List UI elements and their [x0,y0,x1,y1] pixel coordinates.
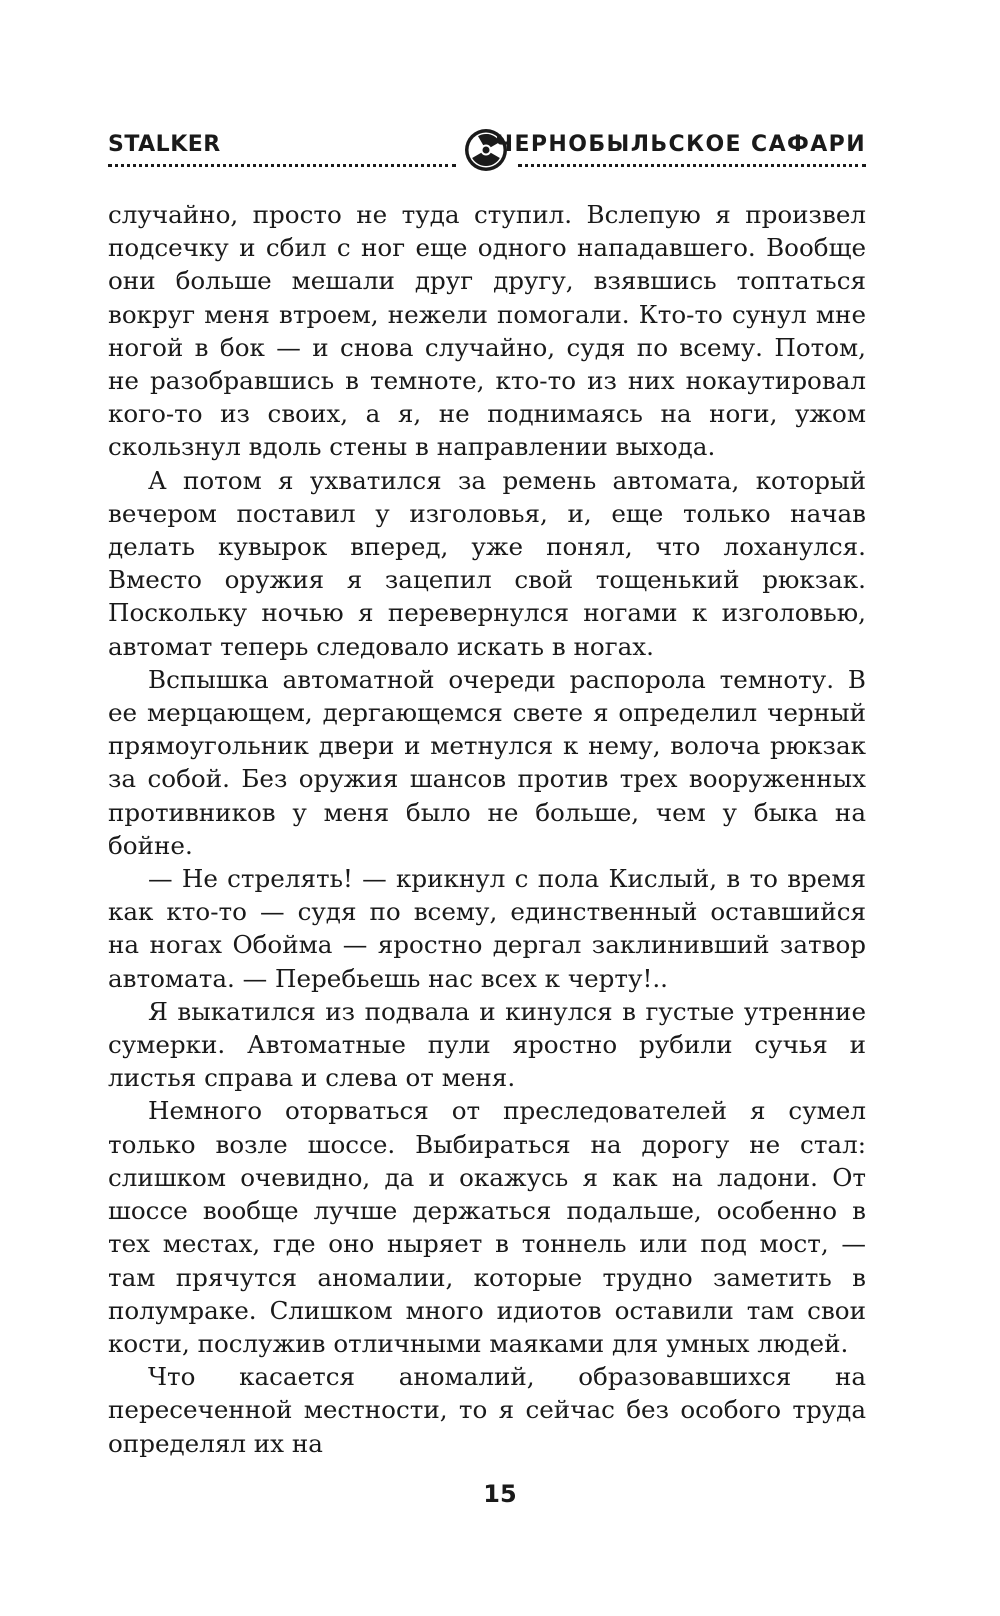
paragraph: — Не стрелять! — крикнул с пола Кислый, в то время как кто-то — судя по всему, единственный оставшийся на ногах Обойма — яростно дергал заклинивший затвор автомата. — Перебьешь нас всех к черту!.. [108,864,866,993]
body-text [108,198,866,1460]
paragraph: Немного оторваться от преследователей я сумел только возле шоссе. Выбираться на дорогу не стал: слишком очевидно, да и окажусь я как на ладони. От шоссе вообще лучше держаться подальше, особенно в тех местах, где оно ныряет в тоннель или под мост, — там прячутся аномалии, которые трудно заметить в полумраке. Слишком много идиотов оставили там свои кости, послужив отличными маяками для умных людей. [108,1096,866,1358]
dotted-rule-left [108,164,456,167]
series-title: STALKER [108,132,221,157]
paragraph: Я выкатился из подвала и кинулся в густые утренние сумерки. Автоматные пули яростно рубили сучья и листья справа и слева от меня. [108,996,866,1093]
paragraph: случайно, просто не туда ступил. Вслепую я произвел подсечку и сбил с ног еще одного нападавшего. Вообще они больше мешали друг другу, взявшись топтаться вокруг меня втроем, нежели помогали. Кто-то сунул мне ногой в бок — и снова случайно, судя по всему. Потом, не разобравшись в темноте, кто-то из них нокаутировал кого-то из своих, а я, не поднимаясь на ноги, ужом скользнул вдоль стены в направлении выхода. [108,200,866,462]
page-number: 15 [483,1480,517,1508]
book-title: ЧЕРНОБЫЛЬСКОЕ САФАРИ [495,132,866,157]
running-head [108,128,866,184]
paragraph: А потом я ухватился за ремень автомата, который вечером поставил у изголовья, и, еще только начав делать кувырок вперед, уже понял, что лоханулся. Вместо оружия я зацепил свой тощенький рюкзак. Поскольку ночью я перевернулся ногами к изголовью, автомат теперь следовало искать в ногах. [108,465,866,661]
paragraph: Вспышка автоматной очереди распорола темноту. В ее мерцающем, дергающемся свете я определил черный прямоугольник двери и метнулся к нему, волоча рюкзак за собой. Без оружия шансов против трех вооруженных противников у меня было не больше, чем у быка на бойне. [108,664,866,860]
dotted-rule-right [518,164,866,167]
paragraph: Что касается аномалий, образовавшихся на пересеченной местности, то я сейчас без особого труда определял их на [108,1362,866,1458]
